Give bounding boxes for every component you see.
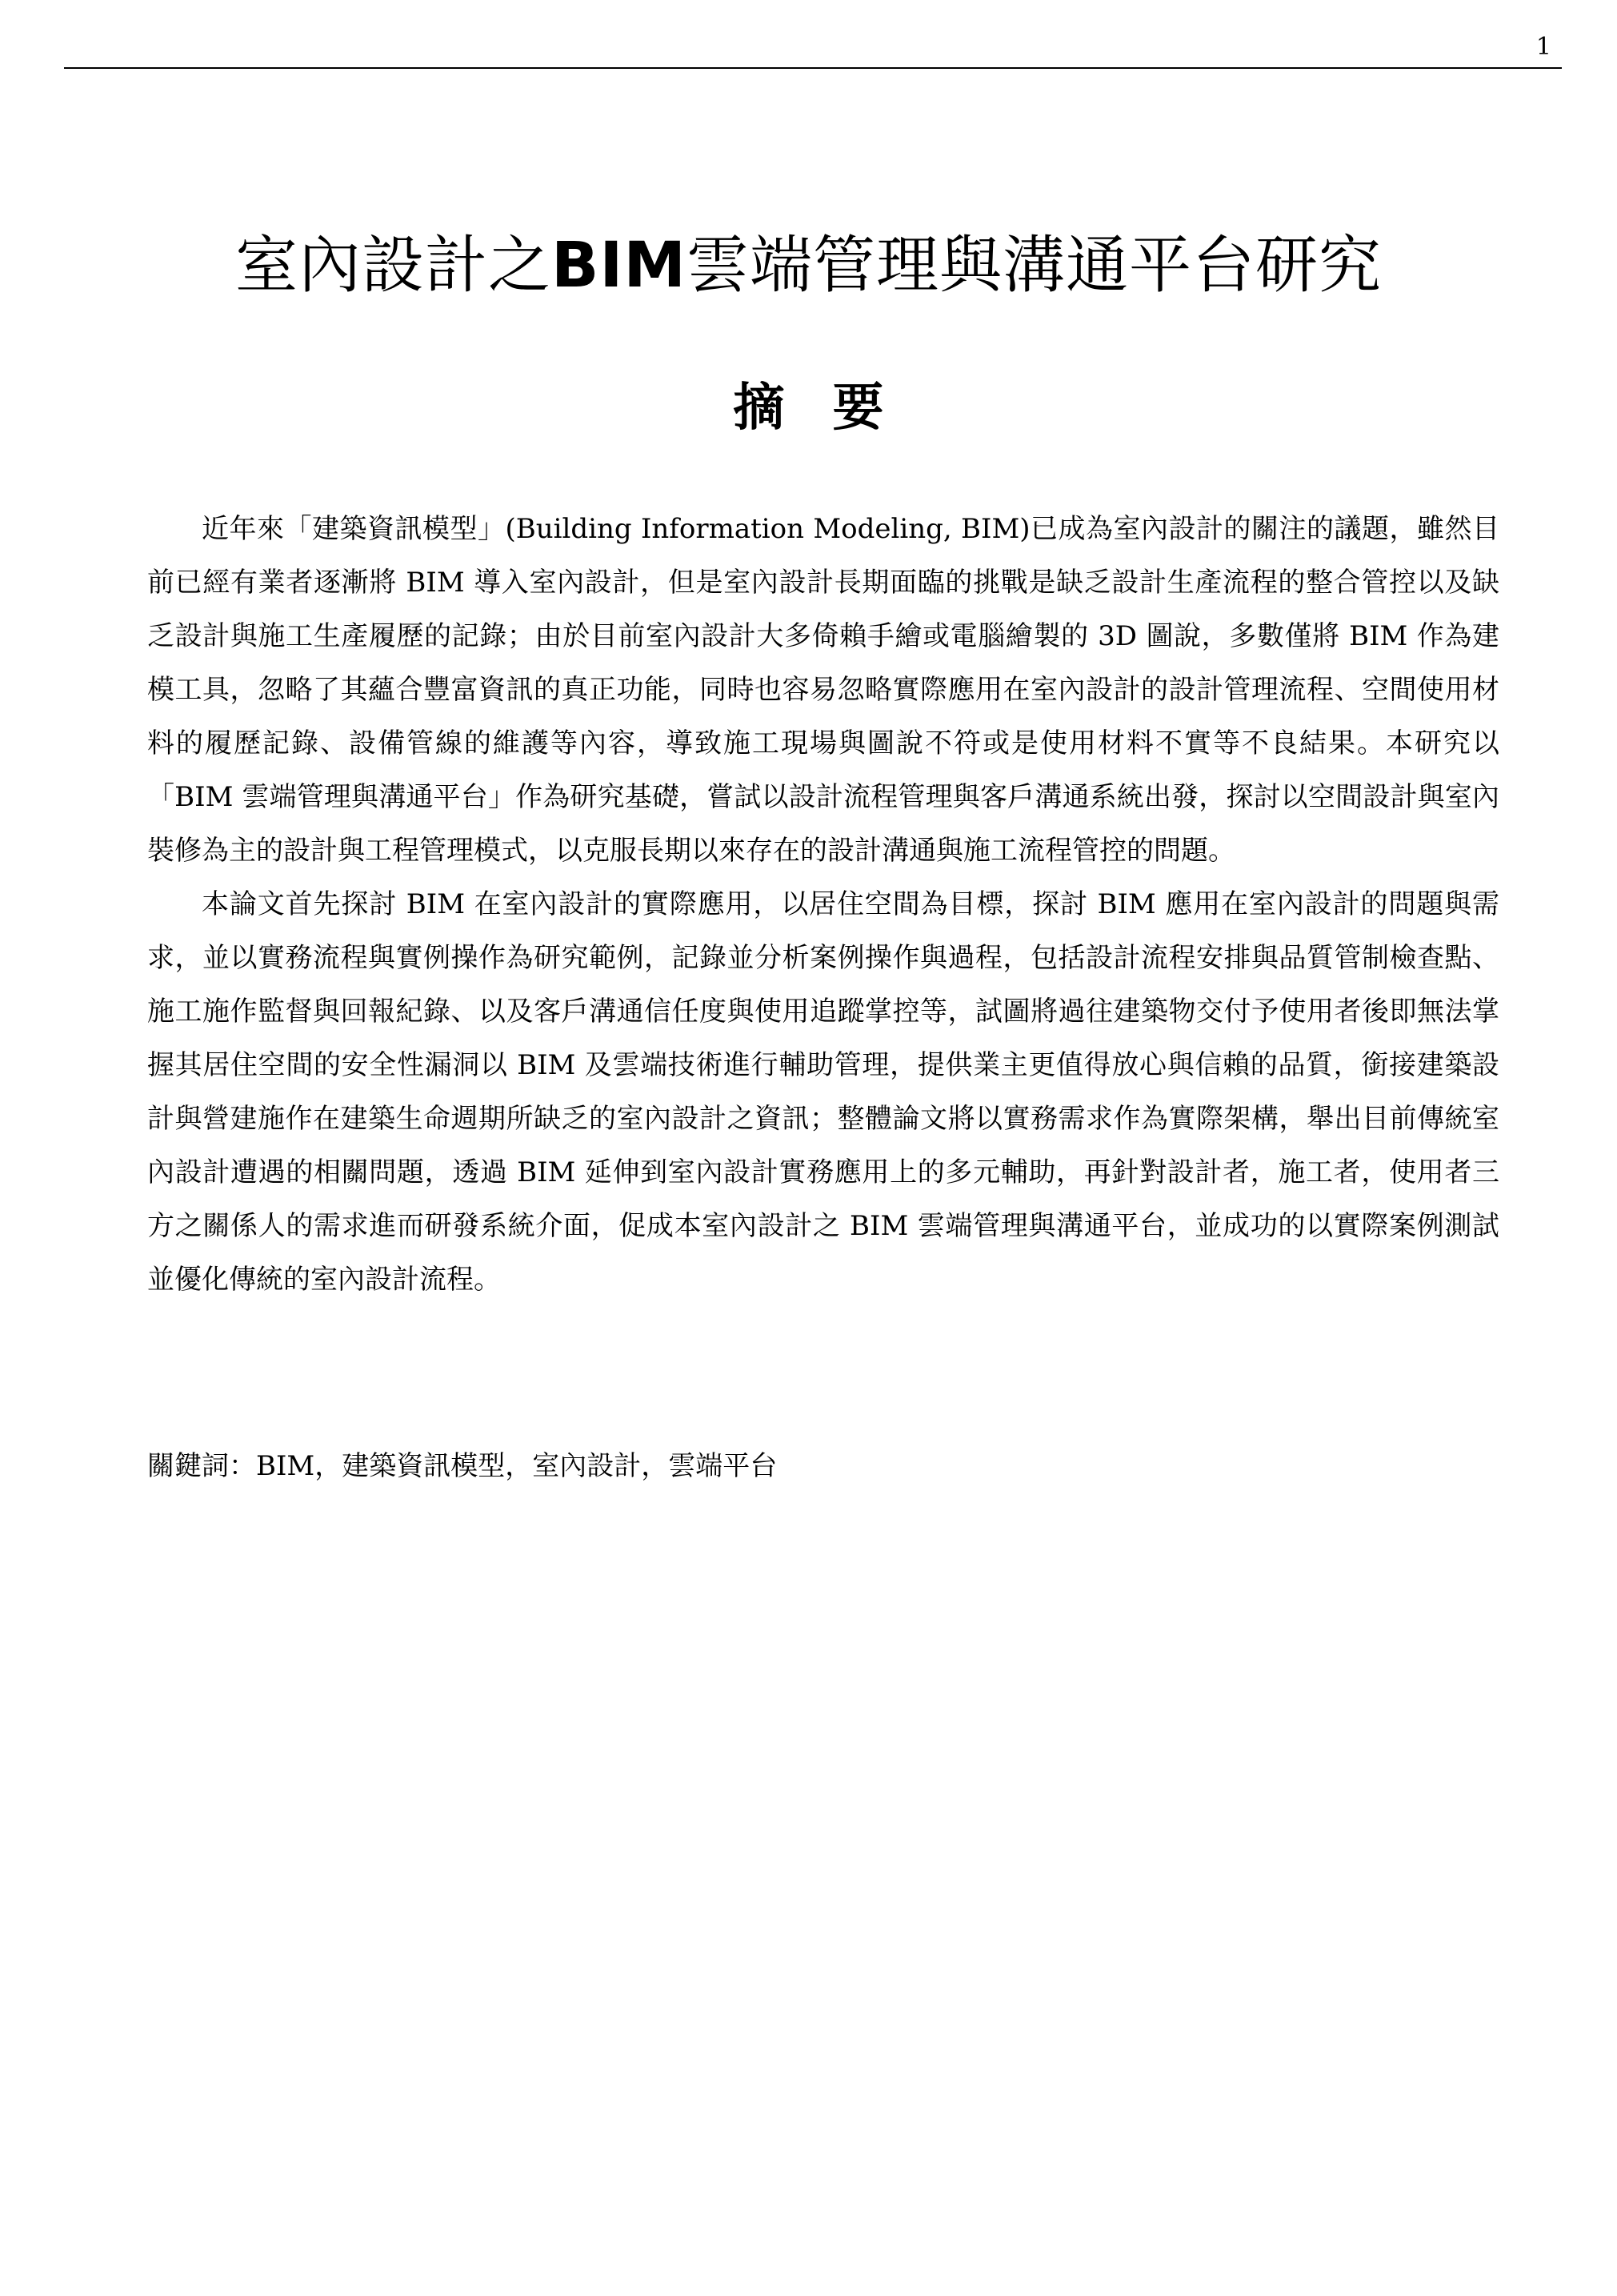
title-suffix: 雲端管理與溝通平台研究	[686, 230, 1383, 302]
abstract-paragraph-2: 本論文首先探討 BIM 在室內設計的實際應用，以居住空間為目標，探討 BIM 應用在室內設計的問題與需求，並以實務流程與實例操作為研究範例，記錄並分析案例操作與過程，包括設計流程安排與品質管制檢查點、施工施作監督與回報紀錄、以及客戶溝通信任度與使用追蹤掌控等，試圖將過往建築物交付予使用者後即無法掌握其居住空間的安全性漏洞以 BIM 及雲端技術進行輔助管理，提供業主更值得放心與信賴的品質，銜接建築設計與營建施作在建築生命週期所缺乏的室內設計之資訊；整體論文將以實務需求作為實際架構，舉出目前傳統室內設計遭遇的相關問題，透過 BIM 延伸到室內設計實務應用上的多元輔助，再針對設計者，施工者，使用者三方之關係人的需求進而研發系統介面，促成本室內設計之 BIM 雲端管理與溝通平台，並成功的以實際案例測試並優化傳統的室內設計流程。	[147, 888, 1499, 1296]
keywords-text: BIM，建築資訊模型，室內設計，雲端平台	[256, 1450, 778, 1482]
keywords-label: 關鍵詞：	[147, 1450, 256, 1482]
title-bim: BIM	[550, 230, 687, 302]
keywords-line	[147, 1442, 1499, 1490]
page-number: 1	[1535, 33, 1551, 61]
title-prefix: 室內設計之	[234, 230, 551, 302]
document-title	[0, 232, 1617, 301]
header-rule	[64, 67, 1562, 69]
abstract-body	[147, 503, 1499, 1307]
abstract-heading: 摘要	[733, 378, 932, 438]
abstract-paragraph-1: 近年來「建築資訊模型」(Building Information Modeling, BIM)已成為室內設計的關注的議題，雖然目前已經有業者逐漸將 BIM 導入室內設計，但是室內設計長期面臨的挑戰是缺乏設計生產流程的整合管控以及缺乏設計與施工生產履歷的記錄；由於目前室內設計大多倚賴手繪或電腦繪製的 3D 圖說，多數僅將 BIM 作為建模工具，忽略了其蘊合豐富資訊的真正功能，同時也容易忽略實際應用在室內設計的設計管理流程、空間使用材料的履歷記錄、設備管線的維護等內容，導致施工現場與圖說不符或是使用材料不實等不良結果。本研究以「BIM 雲端管理與溝通平台」作為研究基礎，嘗試以設計流程管理與客戶溝通系統出發，探討以空間設計與室內裝修為主的設計與工程管理模式，以克服長期以來存在的設計溝通與施工流程管控的問題。	[147, 513, 1499, 867]
